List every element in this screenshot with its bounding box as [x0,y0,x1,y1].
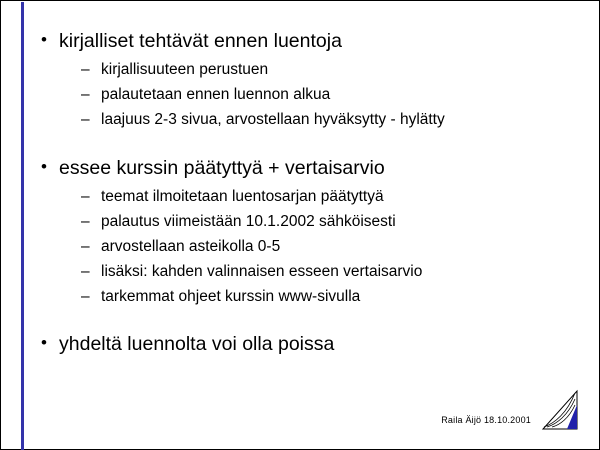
bullet-block-3 [37,332,577,356]
bullet-item-1 [37,29,577,53]
sub-item-text: lisäksi: kahden valinnaisen esseen vertaisarvio [101,262,423,280]
sub-item [81,60,577,80]
author-credit: Raila Äijö 18.10.2001 [441,415,531,425]
sub-item [81,287,577,307]
bullet-text: essee kurssin päätyttyä + vertaisarvio [59,156,385,179]
bullet-text: kirjalliset tehtävät ennen luentoja [59,30,342,52]
bullet-text: yhdeltä luennolta voi olla poissa [59,333,335,356]
dash-marker-icon: – [81,86,90,104]
bullet-item-2 [37,156,577,180]
slide-content [37,29,577,357]
bullet-item-3 [37,332,577,356]
sub-item [81,262,577,282]
sub-item-text: laajuus 2-3 sivua, arvostellaan hyväksytty - hylätty [101,111,445,129]
sub-item [81,110,577,130]
sub-item-text: palautetaan ennen luennon alkua [101,86,331,104]
sub-list-1 [37,60,577,129]
sub-item-text: kirjallisuuteen perustuen [101,61,269,79]
dash-marker-icon: – [81,237,90,255]
sub-item [81,85,577,105]
sub-item-text: tarkemmat ohjeet kurssin www-sivulla [101,287,361,305]
spacer [37,306,577,332]
bullet-marker-icon: • [41,156,47,176]
bullet-block-1 [37,29,577,130]
bullet-block-2 [37,156,577,307]
sub-list-2 [37,187,577,306]
bullet-marker-icon: • [41,333,47,353]
left-accent-bar [21,2,24,450]
sub-item [81,237,577,257]
sub-item-text: arvostellaan asteikolla 0-5 [101,237,281,255]
bullet-marker-icon: • [41,30,47,49]
sub-item [81,212,577,232]
dash-marker-icon: – [81,287,90,305]
sub-item-text: teemat ilmoitetaan luentosarjan päätyttyä [101,188,384,206]
dash-marker-icon: – [81,61,90,79]
dash-marker-icon: – [81,213,90,231]
dash-marker-icon: – [81,188,90,206]
dash-marker-icon: – [81,262,90,280]
spacer [37,130,577,156]
triangle-swoosh-logo [537,383,581,435]
sub-item-text: palautus viimeistään 10.1.2002 sähköisesti [101,213,396,231]
sub-item [81,187,577,207]
dash-marker-icon: – [81,111,90,129]
